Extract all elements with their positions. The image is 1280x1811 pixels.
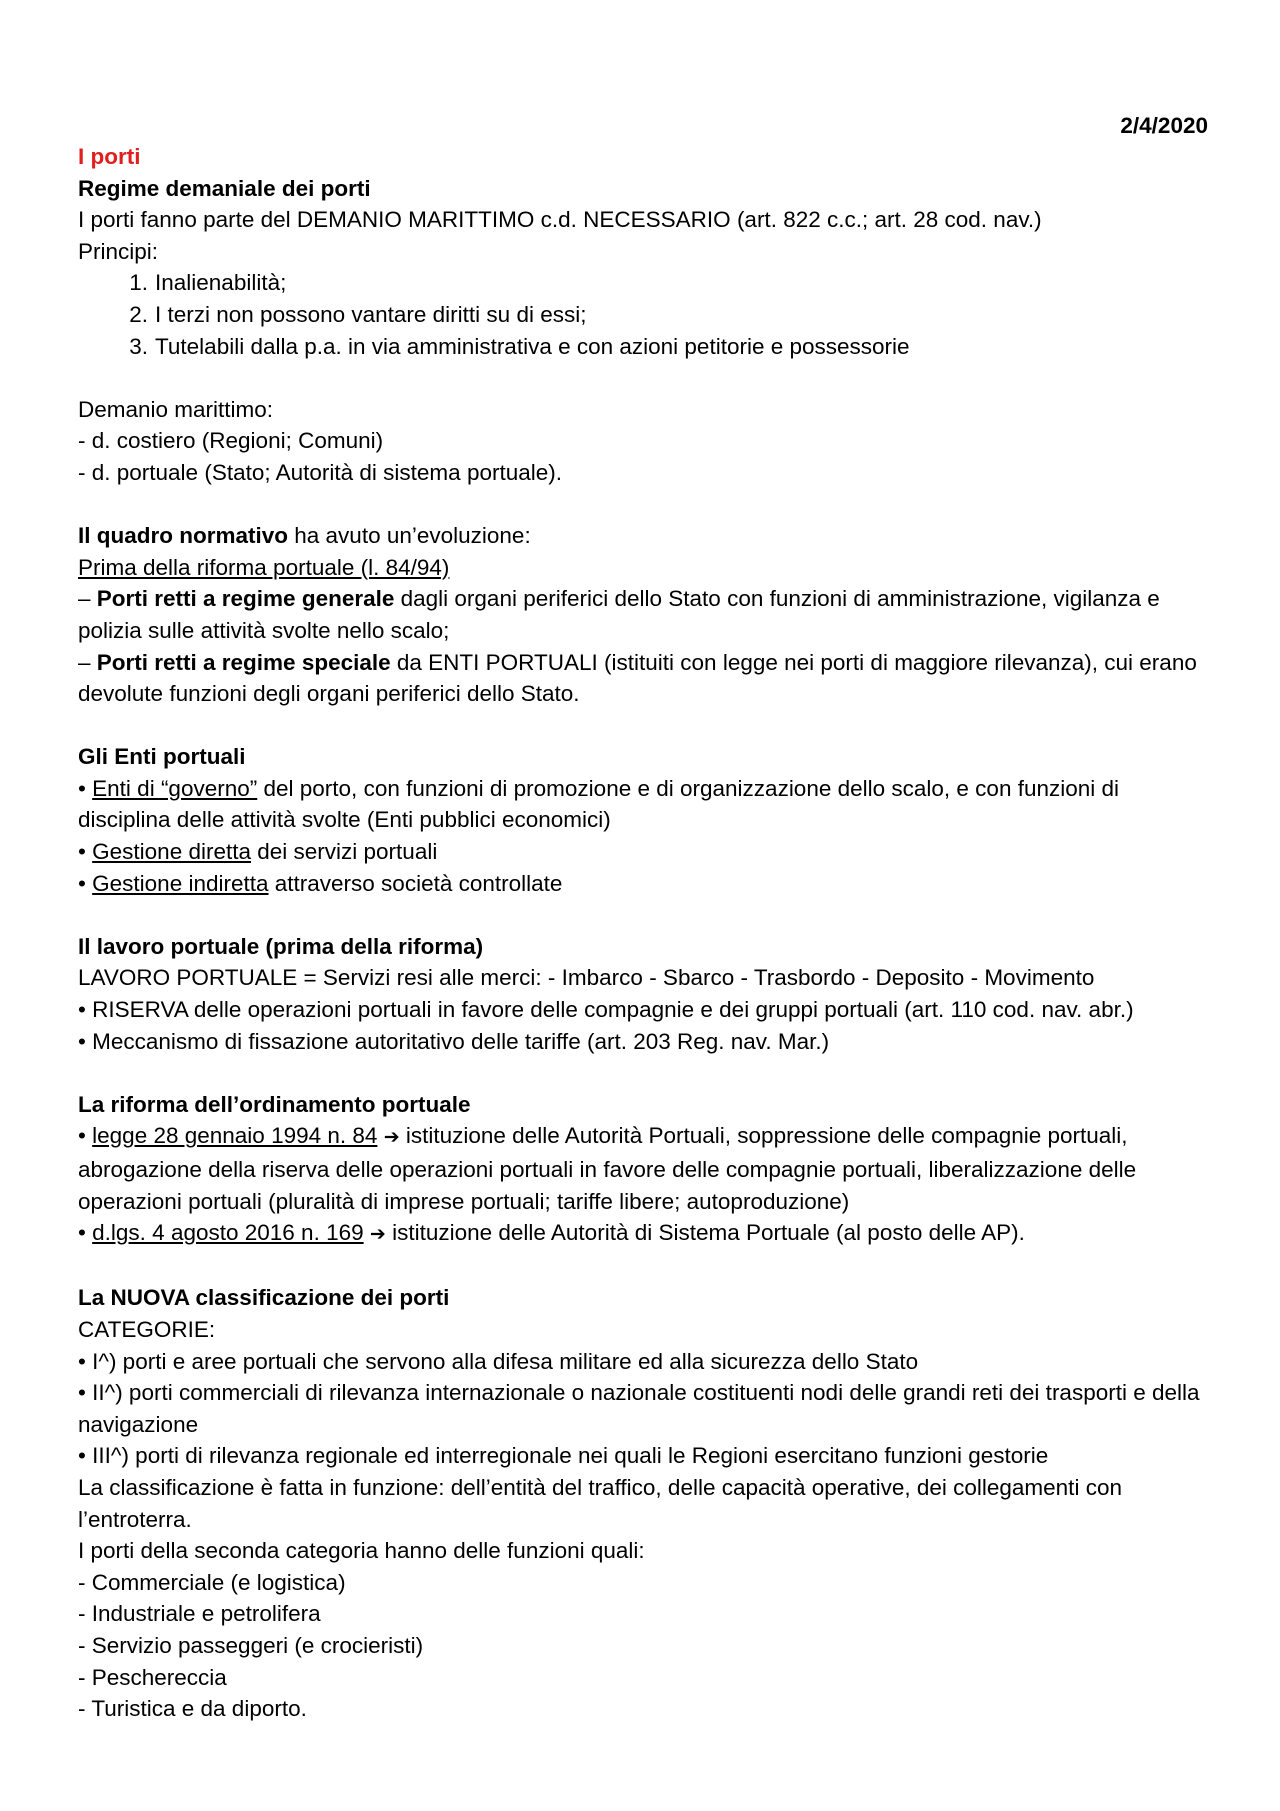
quadro-heading: Il quadro normativo — [78, 523, 289, 549]
list-item: 3. Tutelabili dalla p.a. in via amministrativa e con azioni petitorie e possessorie — [129, 333, 910, 359]
funzione-passeggeri: - Servizio passeggeri (e crocieristi) — [78, 1632, 424, 1658]
categoria-3: • III^) porti di rilevanza regionale ed interregionale nei quali le Regioni esercitano funzioni gestorie — [78, 1443, 1049, 1469]
document-body — [78, 141, 1208, 1725]
funzione-peschereccia: - Peschereccia — [78, 1664, 227, 1690]
regime-heading: Regime demaniale dei porti — [78, 175, 371, 201]
lavoro-heading: Il lavoro portuale (prima della riforma) — [78, 933, 484, 959]
funzioni-label: I porti della seconda categoria hanno delle funzioni quali: — [78, 1538, 645, 1564]
arrow-right-icon: ➔ — [369, 1223, 386, 1246]
demanio-item-portuale: - d. portuale (Stato; Autorità di sistema portuale). — [78, 459, 562, 485]
list-item: 2. I terzi non possono vantare diritti su di essi; — [129, 301, 587, 327]
demanio-label: Demanio marittimo: — [78, 396, 274, 422]
principi-list — [78, 267, 1208, 362]
regime-intro: I porti fanno parte del DEMANIO MARITTIMO c.d. NECESSARIO (art. 822 c.c.; art. 28 cod. nav.) — [78, 207, 1042, 233]
bullet-icon: • — [78, 775, 86, 801]
enti-item-gestione-diretta: • Gestione diretta dei servizi portuali — [78, 839, 438, 865]
categoria-1: • I^) porti e aree portuali che servono alla difesa militare ed alla sicurezza dello Stato — [78, 1348, 919, 1374]
lavoro-item-riserva: • RISERVA delle operazioni portuali in favore delle compagnie e dei gruppi portuali (art. 110 cod. nav. abr.) — [78, 997, 1134, 1023]
demanio-item-costiero: - d. costiero (Regioni; Comuni) — [78, 428, 384, 454]
enti-heading: Gli Enti portuali — [78, 744, 246, 770]
list-item: 1. Inalienabilità; — [129, 270, 287, 296]
arrow-right-icon: ➔ — [383, 1126, 400, 1149]
classificazione-criteri: La classificazione è fatta in funzione: dell’entità del traffico, delle capacità operative, dei collegamenti con l’entroterra. — [78, 1474, 1122, 1532]
riforma-item-legge-84: • legge 28 gennaio 1994 n. 84 ➔ istituzione delle Autorità Portuali, soppressione delle compagnie portuali, abrogazione della riserva delle operazioni portuali in favore delle compagnie portuali, liberalizzazione delle operazioni portuali (pluralità di imprese portuali; tariffe libere; autoproduzione) — [78, 1123, 1137, 1214]
document-title: I porti — [78, 144, 141, 169]
bullet-icon: • — [78, 1220, 86, 1246]
enti-item-gestione-indiretta: • Gestione indiretta attraverso società controllate — [78, 870, 563, 896]
funzione-turistica: - Turistica e da diporto. — [78, 1696, 307, 1722]
bullet-icon: • — [78, 839, 86, 865]
enti-item-governo: • Enti di “governo” del porto, con funzioni di promozione e di organizzazione dello scalo, e con funzioni di disciplina delle attività svolte (Enti pubblici economici) — [78, 775, 1120, 833]
lavoro-item-tariffe: • Meccanismo di fissazione autoritativo delle tariffe (art. 203 Reg. nav. Mar.) — [78, 1028, 830, 1054]
document-date: 2/4/2020 — [1120, 113, 1208, 138]
principi-label: Principi: — [78, 238, 159, 264]
quadro-item-regime-generale: – Porti retti a regime generale dagli organi periferici dello Stato con funzioni di amministrazione, vigilanza e polizia sulle attività svolte nello scalo; — [78, 586, 1160, 643]
lavoro-definizione: LAVORO PORTUALE = Servizi resi alle merci: - Imbarco - Sbarco - Trasbordo - Deposito - Movimento — [78, 965, 1095, 991]
quadro-item-regime-speciale: – Porti retti a regime speciale da ENTI PORTUALI (istituiti con legge nei porti di maggiore rilevanza), cui erano devolute funzioni degli organi periferici dello Stato. — [78, 649, 1197, 707]
bullet-icon: • — [78, 1123, 86, 1149]
categorie-label: CATEGORIE: — [78, 1316, 216, 1342]
funzione-commerciale: - Commerciale (e logistica) — [78, 1569, 346, 1595]
bullet-icon: • — [78, 870, 86, 896]
classificazione-heading: La NUOVA classificazione dei porti — [78, 1285, 450, 1311]
quadro-heading-line: Il quadro normativo ha avuto un’evoluzione: — [78, 523, 531, 549]
funzione-industriale: - Industriale e petrolifera — [78, 1601, 321, 1627]
riforma-heading: La riforma dell’ordinamento portuale — [78, 1091, 471, 1117]
riforma-item-dlgs-169: • d.lgs. 4 agosto 2016 n. 169 ➔ istituzione delle Autorità di Sistema Portuale (al posto delle AP). — [78, 1220, 1025, 1246]
categoria-2: • II^) porti commerciali di rilevanza internazionale o nazionale costituenti nodi delle grandi reti dei trasporti e della navigazione — [78, 1380, 1200, 1437]
quadro-subheading: Prima della riforma portuale (l. 84/94) — [78, 554, 450, 580]
